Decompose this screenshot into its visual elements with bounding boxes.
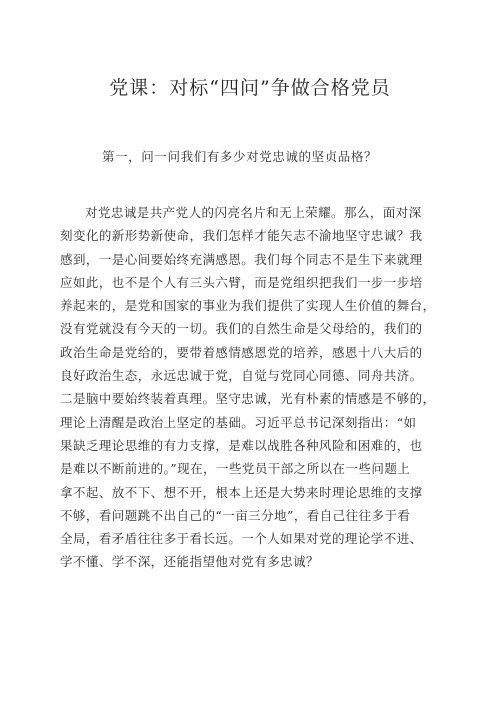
paragraph-line: 良好政治生态，永远忠诚于党，自觉与党同心同德、同舟共济。	[60, 368, 423, 384]
paragraph-line: 不够，看问题跳不出自己的“一亩三分地”，看自己往往多于看	[60, 507, 411, 523]
paragraph-line: 是难以不断前进的。”现在，一些党员干部之所以在一些问题上	[60, 461, 411, 477]
paragraph-line: 政治生命是党给的，要带着感情感恩党的培养，感恩十八大后的	[60, 344, 423, 360]
paragraph-line: 理论上清醒是政治上坚定的基础。习近平总书记深刻指出：“如	[60, 414, 417, 430]
paragraph-line: 感到，一是心间要始终充满感恩。我们每个同志不是生下来就理	[60, 251, 423, 267]
paragraph-line: 养起来的，是党和国家的事业为我们提供了实现人生价值的舞台，	[60, 298, 436, 314]
paragraph-line: 学不懂、学不深，还能指望他对党有多忠诚？	[60, 554, 320, 570]
paragraph-line: 刻变化的新形势新使命，我们怎样才能矢志不渝地坚守忠诚？我	[60, 228, 423, 244]
paragraph-line: 应如此，也不是个人有三头六臂，而是党组织把我们一步一步培	[60, 274, 423, 290]
section-question: 第一，问一问我们有多少对党忠诚的坚贞品格？	[102, 149, 378, 164]
document-title: 党课：对标“四问”争做合格党员	[109, 77, 391, 99]
paragraph-line: 全局，看矛盾往往多于看长远。一个人如果对党的理论学不进、	[60, 531, 423, 547]
paragraph-line: 二是脑中要始终装着真理。坚守忠诚，光有朴素的情感是不够的，	[60, 391, 436, 407]
paragraph-line: 对党忠诚是共产党人的闪亮名片和无上荣耀。那么，面对深	[85, 205, 422, 220]
paragraph-line: 拿不起、放不下、想不开，根本上还是大势来时理论思维的支撑	[60, 484, 423, 500]
paragraph-line: 果缺乏理论思维的有力支撑，是难以战胜各种风险和困难的，也	[60, 437, 423, 453]
body-paragraph	[60, 201, 440, 574]
paragraph-line: 没有党就没有今天的一切。我们的自然生命是父母给的，我们的	[60, 321, 423, 337]
